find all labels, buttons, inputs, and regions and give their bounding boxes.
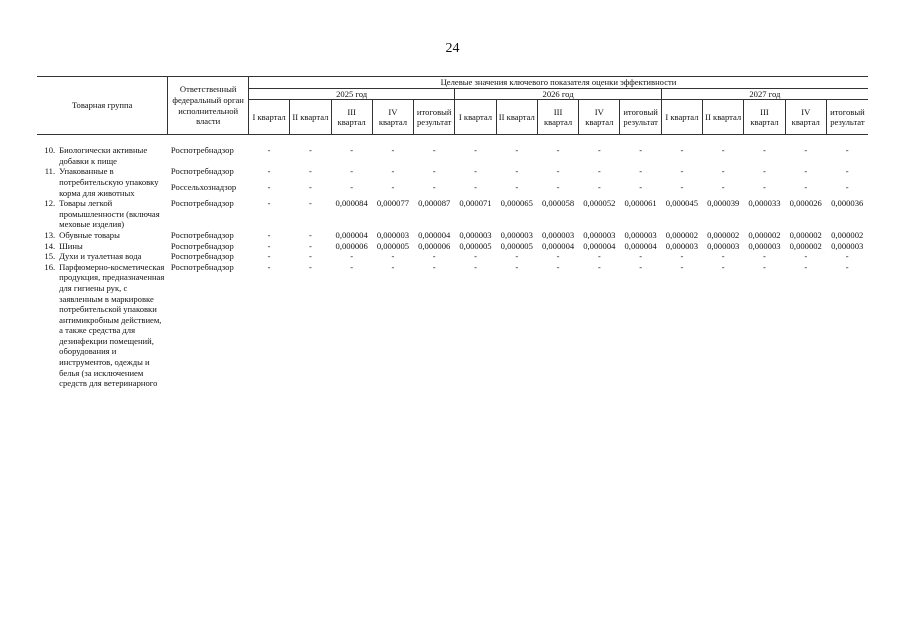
target-value: - (267, 240, 271, 251)
target-value: - (308, 261, 312, 272)
header-quarter-cell: III квартал (744, 100, 785, 135)
target-value: - (432, 261, 436, 272)
target-value: - (515, 251, 519, 262)
row-index: 11. (44, 166, 56, 177)
target-value: - (308, 251, 312, 262)
header-quarter-cell: I квартал (248, 100, 289, 135)
table-row (37, 166, 868, 182)
target-value: - (267, 145, 271, 156)
target-value: 0,000004 (335, 229, 368, 240)
target-value: - (515, 145, 519, 156)
page-number: 24 (445, 41, 460, 56)
target-value: - (474, 145, 477, 156)
product-group: Обувные товары (59, 229, 120, 240)
row-index: 16. (44, 261, 56, 272)
target-value: 0,000004 (418, 229, 451, 240)
target-value: 0,000003 (541, 229, 575, 240)
target-value: - (474, 251, 477, 262)
target-value: 0,000077 (376, 198, 410, 209)
target-value: 0,000036 (831, 198, 864, 209)
target-value: - (432, 251, 436, 262)
product-group: Товары легкой промышленности (включая меховые изделия) (59, 198, 160, 230)
target-value: 0,000004 (583, 240, 616, 251)
header-quarter-cell: IV квартал (579, 100, 620, 135)
header-product-group: Товарная группа (37, 77, 168, 135)
target-value: - (845, 145, 849, 156)
target-value: - (680, 182, 684, 193)
target-value: 0,000003 (748, 240, 781, 251)
header-quarter-cell: I квартал (455, 100, 496, 135)
target-value: - (308, 145, 312, 156)
target-value: - (350, 145, 354, 156)
table-row (37, 198, 868, 230)
target-value: 0,000061 (624, 198, 657, 209)
target-value: - (845, 261, 849, 272)
target-value: 0,000004 (541, 240, 575, 251)
table-body (37, 135, 868, 389)
target-value: - (308, 229, 312, 240)
responsible-agency: Роспотребнадзор (170, 145, 234, 156)
target-value: 0,000003 (831, 240, 864, 251)
target-value: - (267, 229, 271, 240)
target-value: - (474, 166, 477, 177)
target-value: - (597, 251, 601, 262)
target-value: - (639, 145, 643, 156)
target-value: - (763, 145, 766, 156)
target-value: - (597, 261, 601, 272)
header-year-2026: 2026 год (455, 88, 661, 100)
target-value: - (804, 251, 808, 262)
product-group: Биологически активные добавки к пище (59, 145, 148, 166)
product-group: Упакованные в потребительскую упаковку корма для животных (59, 166, 159, 198)
target-value: - (432, 182, 436, 193)
target-value: 0,000002 (789, 229, 822, 240)
target-value: - (804, 182, 808, 193)
header-targets-title: Целевые значения ключевого показателя оценки эффективности (248, 77, 868, 89)
target-value: 0,000002 (748, 229, 781, 240)
header-responsible-agency: Ответственный федеральный орган исполнительной власти (168, 77, 249, 135)
target-value: 0,000006 (418, 240, 451, 251)
table-row (37, 241, 868, 252)
row-index: 13. (44, 229, 56, 240)
header-quarter-cell: итоговый результат (414, 100, 455, 135)
target-value: 0,000065 (500, 198, 533, 209)
kpi-target-table (37, 76, 868, 389)
target-value: - (391, 145, 395, 156)
target-value: 0,000005 (500, 240, 533, 251)
row-index: 12. (44, 198, 56, 209)
target-value: - (432, 166, 436, 177)
target-value: - (680, 145, 684, 156)
target-value: - (721, 261, 725, 272)
responsible-agency: Роспотребнадзор (170, 251, 234, 262)
table-row (37, 145, 868, 166)
target-value: 0,000004 (624, 240, 657, 251)
target-value: 0,000003 (707, 240, 740, 251)
target-value: - (845, 182, 849, 193)
target-value: - (763, 251, 766, 262)
target-value: - (597, 182, 601, 193)
target-value: 0,000003 (500, 229, 533, 240)
header-quarter-cell: III квартал (331, 100, 372, 135)
target-value: 0,000003 (459, 229, 492, 240)
target-value: 0,000039 (707, 198, 740, 209)
target-value: - (845, 166, 849, 177)
target-value: 0,000003 (665, 240, 699, 251)
target-value: - (763, 261, 766, 272)
target-value: 0,000058 (541, 198, 575, 209)
target-value: 0,000005 (459, 240, 492, 251)
target-value: - (680, 261, 684, 272)
target-value: 0,000005 (376, 240, 410, 251)
row-index: 10. (44, 145, 56, 156)
target-value: 0,000071 (459, 198, 492, 209)
header-year-2027: 2027 год (661, 88, 868, 100)
table-row (37, 251, 868, 262)
header-quarter-cell: II квартал (290, 100, 331, 135)
target-value: 0,000003 (376, 229, 410, 240)
table-row (37, 262, 868, 389)
target-value: 0,000002 (789, 240, 822, 251)
target-value: - (763, 166, 766, 177)
target-value: 0,000087 (418, 198, 451, 209)
header-quarter-cell: I квартал (661, 100, 702, 135)
target-value: - (556, 182, 560, 193)
target-value: - (639, 251, 643, 262)
target-value: - (474, 261, 477, 272)
target-value: - (267, 198, 271, 209)
target-value: 0,000003 (624, 229, 657, 240)
target-value: - (721, 182, 725, 193)
target-value: - (804, 166, 808, 177)
target-value: - (391, 166, 395, 177)
target-value: - (308, 198, 312, 209)
target-value: 0,000026 (789, 198, 822, 209)
target-value: 0,000084 (335, 198, 368, 209)
target-value: - (845, 251, 849, 262)
target-value: - (804, 261, 808, 272)
target-value: - (680, 251, 684, 262)
target-value: - (308, 240, 312, 251)
target-value: - (763, 182, 766, 193)
product-group: Духи и туалетная вода (59, 251, 142, 262)
target-value: 0,000033 (748, 198, 781, 209)
target-value: - (639, 166, 643, 177)
target-value: - (597, 145, 601, 156)
target-value: 0,000002 (831, 229, 864, 240)
header-quarter-cell: IV квартал (785, 100, 826, 135)
responsible-agency: Россельхознадзор (170, 182, 237, 193)
target-value: - (556, 166, 560, 177)
row-index: 14. (44, 240, 56, 251)
target-value: - (474, 182, 477, 193)
target-value: - (350, 166, 354, 177)
responsible-agency: Роспотребнадзор (170, 240, 234, 251)
target-value: - (680, 166, 684, 177)
row-index: 15. (44, 251, 56, 262)
target-value: 0,000002 (707, 229, 740, 240)
target-value: - (267, 166, 271, 177)
product-group: Парфюмерно-косметическая продукция, предназначенная для гигиены рук, с заявленным в маркировке потребительской упаковки антимикробным действием, а также средства для дезинфекции помещений, оборудования и инструментов, одежды и белья (за исключением средств для ветеринарного (59, 261, 165, 389)
header-quarter-cell: итоговый результат (826, 100, 868, 135)
target-value: - (556, 251, 560, 262)
responsible-agency: Роспотребнадзор (170, 166, 234, 177)
responsible-agency: Роспотребнадзор (170, 198, 234, 209)
target-value: 0,000052 (583, 198, 616, 209)
target-value: - (308, 182, 312, 193)
header-quarter-cell: II квартал (496, 100, 537, 135)
target-value: - (267, 261, 271, 272)
target-value: - (350, 251, 354, 262)
target-value: - (721, 166, 725, 177)
target-value: 0,000003 (583, 229, 616, 240)
target-value: - (267, 251, 271, 262)
header-year-2025: 2025 год (248, 88, 454, 100)
target-value: - (267, 182, 271, 193)
target-value: - (350, 182, 354, 193)
product-group: Шины (59, 240, 83, 251)
target-value: - (721, 145, 725, 156)
target-value: - (597, 166, 601, 177)
target-value: - (350, 261, 354, 272)
responsible-agency: Роспотребнадзор (170, 261, 234, 272)
target-value: - (515, 182, 519, 193)
header-quarter-cell: итоговый результат (620, 100, 661, 135)
target-value: - (639, 261, 643, 272)
target-value: - (556, 261, 560, 272)
target-value: - (556, 145, 560, 156)
header-quarter-cell: IV квартал (372, 100, 413, 135)
target-value: - (391, 251, 395, 262)
target-value: 0,000002 (665, 229, 699, 240)
target-value: - (308, 166, 312, 177)
header-quarter-cell: II квартал (703, 100, 744, 135)
responsible-agency: Роспотребнадзор (170, 229, 234, 240)
target-value: - (639, 182, 643, 193)
target-value: 0,000045 (665, 198, 699, 209)
target-value: - (391, 182, 395, 193)
table-row (37, 230, 868, 241)
target-value: 0,000006 (335, 240, 368, 251)
target-value: - (391, 261, 395, 272)
target-value: - (804, 145, 808, 156)
target-value: - (432, 145, 436, 156)
target-value: - (721, 251, 725, 262)
target-value: - (515, 166, 519, 177)
header-quarter-cell: III квартал (537, 100, 578, 135)
target-value: - (515, 261, 519, 272)
